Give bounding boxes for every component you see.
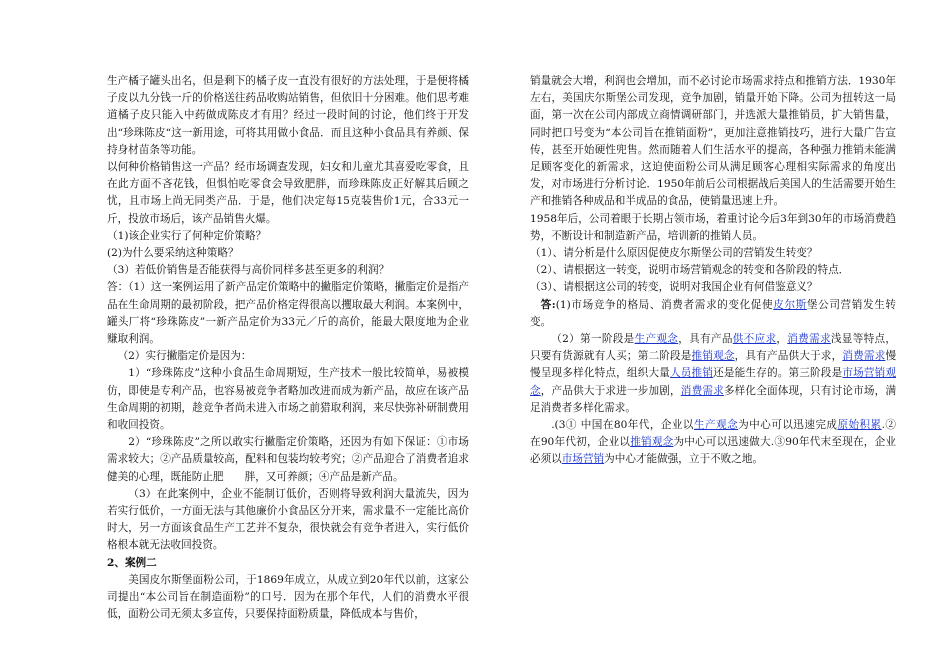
answer-2-text: ，: [776, 333, 788, 346]
case1-answer-2-point-2: 2）“珍珠陈皮”之所以敢实行撇脂定价策略，还因为有如下保证：①市场需求较大；②产品质量较高，配料和包装均较考究；②产品迎合了消费者追求健美的心理，既能防止肥 胖，又可养颜；④产品是新产品。: [107, 436, 469, 483]
link-production-concept[interactable]: 生产观念: [634, 333, 679, 346]
answer-3-text: 为中心可以迅速完成: [738, 419, 838, 432]
link-consumer-demand[interactable]: 消费需求: [842, 350, 886, 363]
case1-answer-2-heading: （2）实行撇脂定价是因为：: [117, 350, 252, 363]
case1-intro: 生产橘子罐头出名，但是剩下的橘子皮一直没有很好的方法处理，于是便将橘子皮以九分钱一斤的价格送往药品收购站销售，但依旧十分困难。他们思考难道橘子皮只能入中药做成陈皮才有用？经过一段时间的讨论，他们终于开发出“珍珠陈皮“这一新用途，可将其用做小食品．而且这种小食品具有养颜、保持身材苗条等功能。: [107, 75, 469, 156]
right-column: [530, 73, 896, 469]
link-selling-concept[interactable]: 推销观念: [630, 436, 674, 449]
answer-2-text: ，具有产品: [678, 333, 733, 346]
case1-answer-1: 答：（1）这一案例运用了新产品定价策略中的撇脂定价策略，撇脂定价是指产品在生命周期的最初阶段，把产品价格定得很高以攫取最大利润。本案例中，罐头厂将“珍珠陈皮”一新产品定价为33元／斤的高价，能最大限度地为企业赚取利润。: [107, 281, 469, 346]
link-consumer-demand[interactable]: 消费需求: [680, 384, 724, 397]
answer-label: 答:: [540, 298, 556, 311]
case2-question-3: （3）、请根据这公司的转变，说明对我国企业有何借鉴意义？: [530, 281, 818, 294]
answer-2-text: 浅显等特点，只要有货源就有人买；第二阶段是: [530, 333, 897, 363]
answer-3-text: 为中心可以迅速做大.③90年代末至现在，企业必须以: [530, 436, 897, 466]
case1-question-1: （1)该企业实行了何种定价策略？: [107, 229, 267, 242]
case1-question-2: (2)为什么要采纳这种策略？: [107, 247, 239, 260]
link-marketing-concept[interactable]: 市场营销观念: [530, 367, 897, 397]
link-personal-selling[interactable]: 人员推销: [670, 367, 714, 380]
link-selling-concept[interactable]: 推销观念: [691, 350, 735, 363]
link-consumer-demand[interactable]: 消费需求: [787, 333, 831, 346]
case2-text: 美国皮尔斯堡面粉公司，于1869年成立，从成立到20年代以前，这家公司提出“本公司旨在制造面粉”的口号．因为在那个年代，人们的消费水平很低，面粉公司无须太多宣传，只要保持面粉质量，降低成本与售价，: [107, 573, 469, 621]
answer-3-text: 为中心才能做强，立于不败之地。: [604, 453, 764, 466]
left-column: [107, 73, 469, 624]
answer-2-text: ，具有产品供大于求，: [734, 350, 843, 363]
case2-1958-paragraph: 1958年后，公司着眼于长期占领市场，着重讨论今后3年到30年的市场消费趋势，不断设计和制造新产品，培训新的推销人员。: [530, 212, 896, 242]
answer-3-text: .(3① 中国在80年代，企业以: [551, 419, 694, 432]
case2-continuation: 销量就会大增，利润也会增加，而不必讨论市场需求持点和推销方法．1930年左右，美国庆尔斯堡公司发现，竞争加剧，销量开始下降。公司为扭转这一局面，第一次在公司内部成立商情调研部门，并选派大量推销员，扩大销售量，同时把口号变为“本公司旨在推销面粉”，更加注意推销技巧，进行大量广告宣传，甚至开始硬性兜售。然而随着人们生活水平的提高，各种强力推销未能满足顾客变化的新需求，这迫使面粉公司从满足顾客心理相实际需求的角度出发，对市场进行分析讨论．1950年前后公司根据战后美国人的生活需要开始生产和推销各种成品和半成品的食品，使销量迅速上升。: [530, 75, 896, 208]
answer-2-text: 慢慢呈现多样化特点，组织大量: [530, 350, 897, 380]
answer-1-text-end: 堡公司营销发生转变。: [530, 298, 897, 328]
case2-question-2: （2）、请根据这一转变，说明市场营销观念的转变和各阶段的特点．: [530, 264, 850, 277]
link-marketing[interactable]: 市场营销: [561, 453, 605, 466]
link-supply-shortage[interactable]: 供不应求: [732, 333, 777, 346]
answer-1-text: (1)市场竞争的格局、消费者需求的变化促使: [555, 298, 774, 311]
case2-answer-3: [530, 417, 896, 469]
case2-answer-2: [530, 331, 896, 417]
link-pillsbury[interactable]: 皮尔斯: [773, 298, 807, 311]
link-production-concept[interactable]: 生产观念: [693, 419, 739, 432]
case2-answer-1: [530, 297, 896, 331]
case1-question-3: （3）若低价销售是否能获得与高价同样多甚至更多的利润？: [107, 264, 390, 277]
answer-2-text: （2）第一阶段是: [551, 333, 635, 346]
answer-2-text: 还是能生存的。第三阶段是: [713, 367, 843, 380]
answer-2-text: ，产品供大于求进一步加剧，: [540, 384, 681, 397]
case1-answer-3: （3）在此案例中，企业不能制订低价，否则将导致利润大量流失，因为若实行低价，一方面无法与其他廉价小食品区分开来，需求量不一定能比高价时大，另一方面该食品生产工艺并不复杂，很快就会有竞争者进入，实行低价格根本就无法收回投资。: [107, 487, 469, 552]
case1-answer-2-point-1: 1）“珍珠陈皮”这种小食品生命周期短，生产技术一般比较简单，易被模仿，即使是专利产品，也容易被竞争者略加改进而成为新产品，故应在该产品生命周期的初期，趁竞争者尚未进入市场之前猎取利润，来尽快弥补研制费用和收回投资。: [107, 367, 469, 432]
case2-question-1: （1）、请分析是什么原因促使皮尔斯堡公司的营销发生转变？: [530, 247, 818, 260]
link-primitive-accumulation[interactable]: 原始积累: [837, 419, 882, 432]
answer-3-text: .② 在90年代初，企业以: [530, 419, 897, 449]
case2-title: 2、案例二: [107, 556, 157, 569]
case1-pricing-paragraph: 以何种价格销售这一产品？经市场调查发现，妇女和儿童尤其喜爱吃零食，且在此方面不吝花钱，但惧怕吃零食会导致肥胖，而珍珠陈皮正好解其后顾之忧，且市场上尚无同类产品．于是，他们决定每15克装售价1元，合33元一斤，投放市场后，该产品销售火爆。: [107, 161, 469, 225]
answer-2-text: 多样化全面体现，只有讨论市场，满足消费者多样化需求。: [530, 384, 897, 414]
